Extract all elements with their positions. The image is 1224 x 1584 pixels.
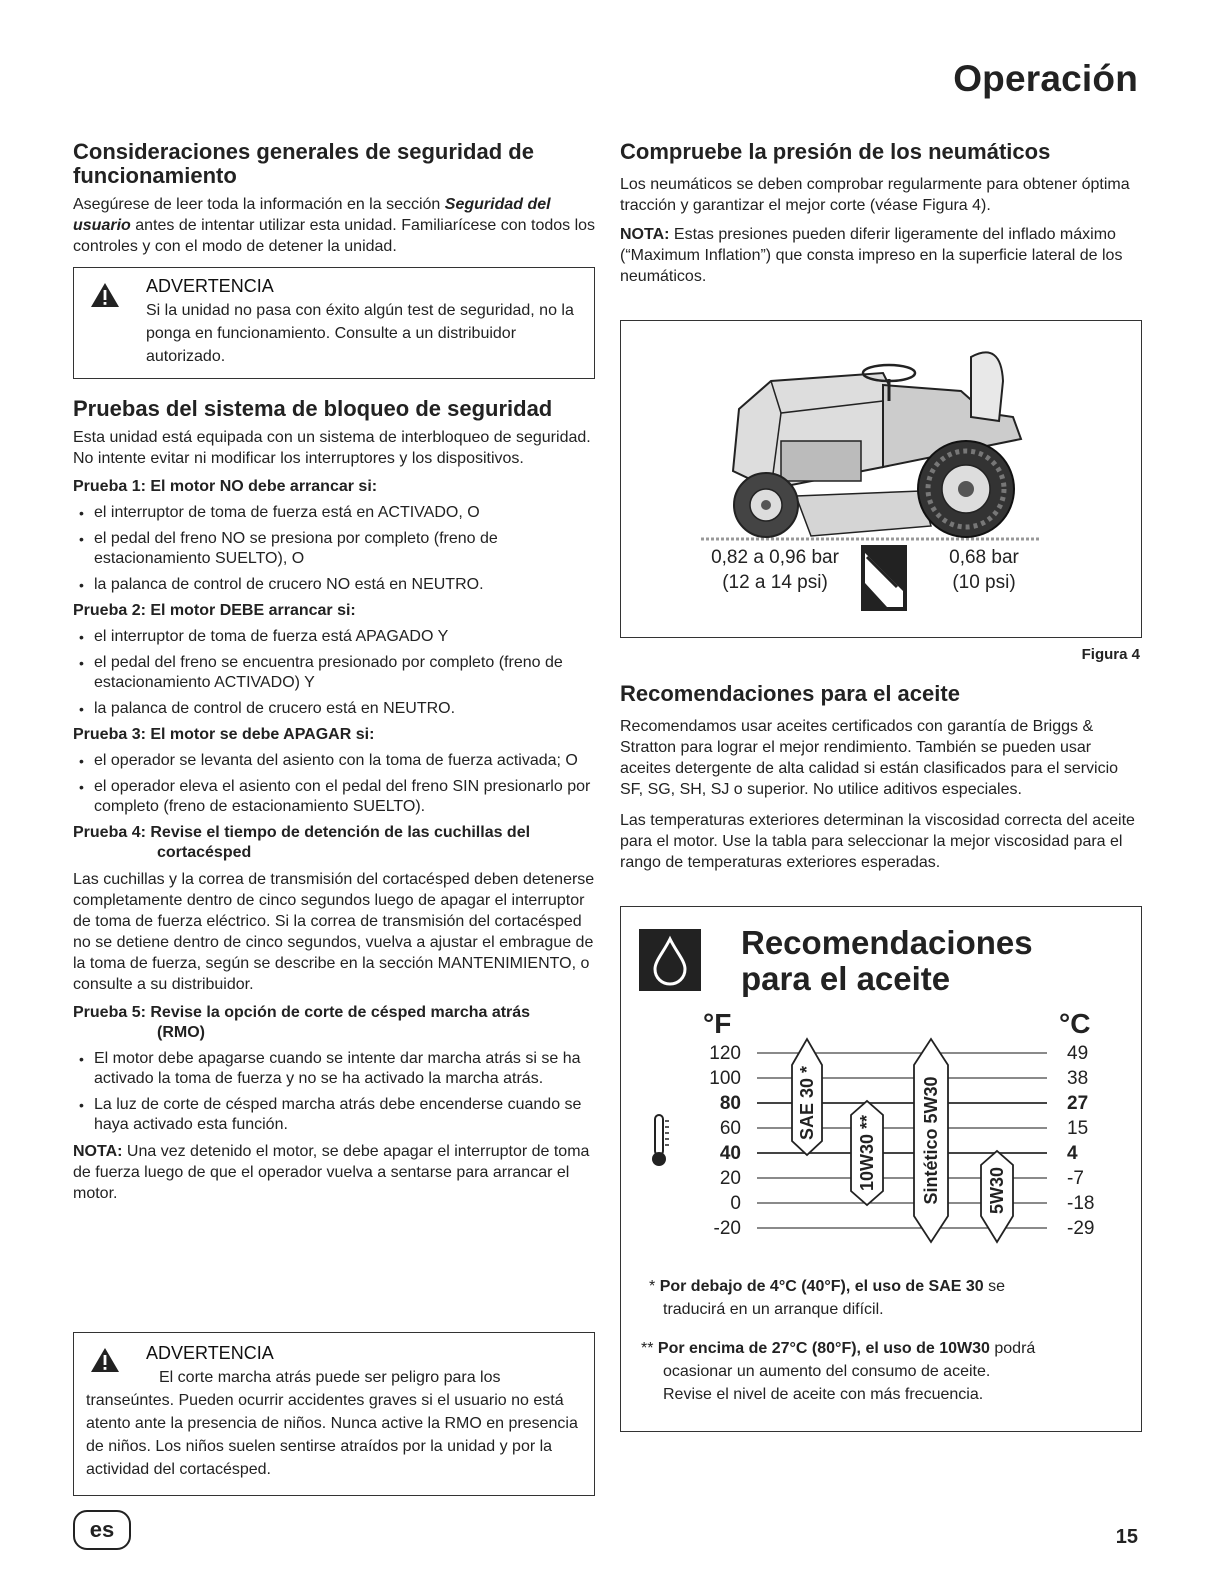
warning-triangle-icon [90, 1347, 120, 1373]
test1-heading: Prueba 1: El motor NO debe arrancar si: [73, 478, 378, 495]
warning-box-safety-test [73, 267, 595, 379]
list-item: • la palanca de control de crucero NO está en NEUTRO. [73, 575, 596, 595]
list-item: • la palanca de control de crucero está en NEUTRO. [73, 699, 596, 719]
warning-title: ADVERTENCIA [146, 1343, 274, 1363]
list-item: • el operador se levanta del asiento con la toma de fuerza activada; O [73, 751, 596, 771]
left-column [73, 140, 596, 1204]
celsius-tick: -18 [1067, 1193, 1095, 1214]
viscosity-chart [621, 1003, 1140, 1263]
test2-heading: Prueba 2: El motor DEBE arrancar si: [73, 602, 356, 619]
page-number: 15 [1115, 1526, 1138, 1548]
celsius-tick: 27 [1067, 1093, 1089, 1114]
figure-tire-pressure [620, 320, 1142, 638]
page-title: Operación [953, 58, 1138, 99]
list-item: • el interruptor de toma de fuerza está APAGADO Y [73, 627, 596, 647]
thermometer-icon [652, 1115, 669, 1166]
oil-bar [792, 1039, 822, 1155]
list-item: • el operador eleva el asiento con el pedal del freno SIN presionarlo por completo (freno de estacionamiento SUELTO). [73, 777, 596, 817]
tire-pressure-heading: Compruebe la presión de los neumáticos [620, 139, 1051, 164]
warning-text: El corte marcha atrás puede ser peligro para los transeúntes. Pueden ocurrir accidentes graves si el usuario no está atento ante la presencia de niños. Nunca active la RMO en presencia de niños. Los niños suelen sentirse atraídos por la unidad y por la actividad del cortacésped. [86, 1369, 578, 1478]
oil-name-label: 10W30 ** [857, 1114, 877, 1192]
fahrenheit-tick: 0 [730, 1193, 741, 1214]
general-safety-text: Asegúrese de leer toda la información en la sección Seguridad del usuario antes de intentar utilizar esta unidad. Familiarícese con todos los controles y con el modo de detener la unidad. [73, 196, 596, 255]
fahrenheit-tick: 80 [719, 1093, 741, 1114]
celsius-tick: 49 [1067, 1043, 1089, 1064]
test1-list [73, 503, 596, 595]
test3-list [73, 751, 596, 817]
footnote-10w30: ** Por encima de 27°C (80°F), el uso de 10W30 podrá ocasionar un aumento del consumo de aceite. Revise el nivel de aceite con más frecuencia. [641, 1340, 1036, 1403]
fahrenheit-tick: 100 [709, 1068, 741, 1089]
celsius-label: °C [1059, 1008, 1091, 1039]
list-item: • el interruptor de toma de fuerza está en ACTIVADO, O [73, 503, 596, 523]
oil-text-1: Recomendamos usar aceites certificados con garantía de Briggs & Stratton para lograr el mejor rendimiento. También se pueden usar aceites detergente de alta calidad si están clasificados para el servicio SF, SG, SH, SJ o superior. No utilice aditivos especiales. [620, 718, 1119, 798]
fahrenheit-tick: 40 [719, 1143, 741, 1164]
fahrenheit-tick: 20 [719, 1168, 741, 1189]
celsius-tick: 4 [1067, 1143, 1078, 1164]
test4-heading: Prueba 4: Revise el tiempo de detención de las cuchillas del cortacésped [73, 824, 531, 861]
oil-section [620, 682, 1142, 873]
oil-heading: Recomendaciones para el aceite [620, 681, 960, 706]
test5-heading: Prueba 5: Revise la opción de corte de césped marcha atrás (RMO) [73, 1004, 531, 1041]
footnote-sae30: * Por debajo de 4°C (40°F), el uso de SAE 30 se traducirá en un arranque difícil. [649, 1278, 1006, 1318]
list-item: • el pedal del freno NO se presiona por completo (freno de estacionamiento SUELTO), O [73, 529, 596, 569]
celsius-tick: -7 [1067, 1168, 1084, 1189]
test3-heading: Prueba 3: El motor se debe APAGAR si: [73, 726, 375, 743]
oil-name-label: 5W30 [987, 1166, 1007, 1215]
warning-title: ADVERTENCIA [146, 276, 274, 296]
interlock-intro: Esta unidad está equipada con un sistema de interbloqueo de seguridad. No intente evitar ni modificar los interruptores y los dispositivos. [73, 429, 591, 467]
user-safety-reference: Seguridad del usuario [73, 196, 551, 234]
warning-text: Si la unidad no pasa con éxito algún test de seguridad, no la ponga en funcionamiento. Consulte a un distribuidor autorizado. [146, 302, 574, 365]
list-item: • el pedal del freno se encuentra presionado por completo (freno de estacionamiento ACTIVADO) Y [73, 653, 596, 693]
oil-name-label: Sintético 5W30 [921, 1076, 941, 1205]
celsius-tick: -29 [1067, 1218, 1095, 1239]
warning-box-rmo [73, 1332, 595, 1496]
oil-recommendation-box [620, 906, 1142, 1432]
oil-drop-icon [639, 929, 701, 991]
test2-list [73, 627, 596, 719]
fahrenheit-label: °F [703, 1008, 732, 1039]
oil-text-2: Las temperaturas exteriores determinan la viscosidad correcta del aceite para el motor. Use la tabla para seleccionar la mejor viscosidad para el rango de temperaturas exteriores esperadas. [620, 812, 1135, 871]
test5-list [73, 1049, 596, 1135]
lawn-tractor-illustration [621, 321, 1140, 636]
warning-triangle-icon [90, 282, 120, 308]
list-item: • La luz de corte de césped marcha atrás debe encenderse cuando se haya activado esta función. [73, 1095, 596, 1135]
interlock-heading: Pruebas del sistema de bloqueo de seguridad [73, 396, 553, 421]
list-item: • El motor debe apagarse cuando se intente dar marcha atrás si se ha activado la toma de fuerza y no se ha activado la marcha atrás. [73, 1049, 596, 1089]
oil-name-label: SAE 30 * [797, 1065, 817, 1141]
celsius-tick: 15 [1067, 1118, 1089, 1139]
oil-box-title: Recomendaciones para el aceite [741, 924, 1033, 997]
oil-bar [914, 1039, 948, 1242]
tire-pressure-note: NOTA: Estas presiones pueden diferir ligeramente del inflado máximo (“Maximum Inflation”) que consta impreso en la superficie lateral de los neumáticos. [620, 226, 1123, 285]
oil-bar [851, 1101, 883, 1205]
fahrenheit-tick: 120 [709, 1043, 741, 1064]
fahrenheit-tick: -20 [713, 1218, 741, 1239]
interlock-note: NOTA: Una vez detenido el motor, se debe apagar el interruptor de toma de fuerza luego de que el operador vuelva a sentarse para arrancar el motor. [73, 1143, 590, 1202]
tire-pressure-text: Los neumáticos se deben comprobar regularmente para obtener óptima tracción y garantizar el mejor corte (véase Figura 4). [620, 176, 1130, 214]
test4-text: Las cuchillas y la correa de transmisión del cortacésped deben detenerse completamente dentro de cinco segundos luego de apagar el interruptor de toma de fuerza eléctrico. Si la correa de transmisión del cortacésped no se detiene dentro de cinco segundos, vuelva a ajustar el embrague de la toma de fuerza, según se describe en la sección MANTENIMIENTO, o consulte a su distribuidor. [73, 871, 595, 993]
general-safety-heading: Consideraciones generales de seguridad de funcionamiento [73, 139, 534, 188]
celsius-tick: 38 [1067, 1068, 1089, 1089]
rear-tire-pressure: 0,68 bar (10 psi) [949, 547, 1019, 593]
front-tire-pressure: 0,82 a 0,96 bar (12 a 14 psi) [711, 547, 839, 593]
right-column [620, 140, 1142, 287]
figure-caption: Figura 4 [1081, 646, 1140, 663]
fahrenheit-tick: 60 [719, 1118, 741, 1139]
language-badge: es [73, 1510, 131, 1550]
